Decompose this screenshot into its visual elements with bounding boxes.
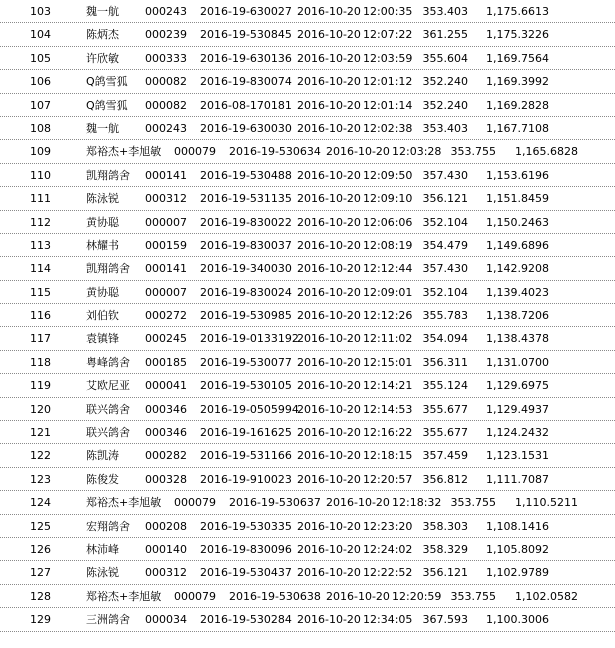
cell-speed: 356.121 [422, 566, 468, 580]
cell-id: 000141 [145, 262, 187, 276]
cell-id: 000245 [145, 332, 187, 346]
cell-ring: 2016-19-830022 [200, 215, 292, 229]
cell-ring: 2016-19-530638 [229, 589, 321, 603]
cell-time: 12:24:02 [363, 542, 413, 556]
cell-ring: 2016-19-910023 [200, 472, 292, 486]
cell-score: 1,124.2432 [486, 426, 549, 440]
cell-speed: 357.459 [422, 449, 468, 463]
table-row [0, 561, 615, 584]
cell-no: 107 [30, 98, 51, 112]
cell-name: 刘伯钦 [86, 309, 119, 323]
cell-name: 凯翔鸽舍 [86, 168, 130, 182]
cell-ring: 2016-19-530488 [200, 168, 292, 182]
cell-score: 1,100.3006 [486, 613, 549, 627]
cell-name: 陈凯涛 [86, 449, 119, 463]
cell-date: 2016-10-20 [297, 98, 361, 112]
cell-ring: 2016-19-530637 [229, 496, 321, 510]
cell-name: 林沛峰 [86, 542, 119, 556]
cell-id: 000140 [145, 542, 187, 556]
cell-name: 郑裕杰+李旭敏 [86, 589, 162, 603]
table-row [0, 94, 615, 117]
cell-ring: 2016-19-530845 [200, 28, 292, 42]
cell-score: 1,138.7206 [486, 309, 549, 323]
cell-no: 124 [30, 496, 51, 510]
cell-time: 12:00:35 [363, 5, 413, 18]
cell-ring: 2016-19-530284 [200, 613, 292, 627]
cell-time: 12:01:12 [363, 75, 413, 89]
table-row [0, 164, 615, 187]
cell-date: 2016-10-20 [297, 449, 361, 463]
table-row [0, 398, 615, 421]
table-row [0, 117, 615, 140]
cell-time: 12:18:32 [392, 496, 442, 510]
table-row [0, 538, 615, 561]
cell-ring: 2016-19-531135 [200, 192, 292, 206]
cell-score: 1,139.4023 [486, 285, 549, 299]
cell-speed: 357.430 [422, 168, 468, 182]
cell-date: 2016-10-20 [297, 215, 361, 229]
cell-no: 129 [30, 613, 51, 627]
table-row [0, 468, 615, 491]
table-row [0, 187, 615, 210]
cell-time: 12:14:53 [363, 402, 413, 416]
cell-name: 联兴鸽舍 [86, 402, 130, 416]
cell-time: 12:18:15 [363, 449, 413, 463]
cell-time: 12:14:21 [363, 379, 413, 393]
cell-speed: 353.755 [450, 589, 496, 603]
table-row [0, 23, 615, 46]
cell-no: 106 [30, 75, 51, 89]
cell-ring: 2016-19-830096 [200, 542, 292, 556]
cell-date: 2016-10-20 [297, 355, 361, 369]
cell-date: 2016-10-20 [326, 496, 390, 510]
cell-no: 104 [30, 28, 51, 42]
cell-score: 1,165.6828 [515, 145, 578, 159]
cell-id: 000079 [174, 145, 216, 159]
cell-speed: 352.240 [422, 75, 468, 89]
cell-ring: 2016-19-530985 [200, 309, 292, 323]
cell-no: 116 [30, 309, 51, 323]
table-row [0, 234, 615, 257]
table-row [0, 491, 615, 514]
cell-name: Q鸽雪狐 [86, 98, 128, 112]
cell-ring: 2016-19-530105 [200, 379, 292, 393]
cell-speed: 353.403 [422, 5, 468, 18]
cell-date: 2016-10-20 [297, 51, 361, 65]
cell-date: 2016-10-20 [297, 309, 361, 323]
cell-id: 000346 [145, 426, 187, 440]
cell-name: 陈炳杰 [86, 28, 119, 42]
cell-name: 艾欧尼亚 [86, 379, 130, 393]
cell-date: 2016-10-20 [297, 75, 361, 89]
table-row [0, 515, 615, 538]
cell-score: 1,149.6896 [486, 238, 549, 252]
cell-ring: 2016-19-530335 [200, 519, 292, 533]
cell-time: 12:09:50 [363, 168, 413, 182]
cell-name: 魏一航 [86, 5, 119, 18]
cell-date: 2016-10-20 [326, 145, 390, 159]
cell-score: 1,169.2828 [486, 98, 549, 112]
cell-id: 000007 [145, 285, 187, 299]
cell-ring: 2016-19-530634 [229, 145, 321, 159]
cell-speed: 356.311 [422, 355, 468, 369]
cell-name: 黄协聪 [86, 285, 119, 299]
cell-time: 12:34:05 [363, 613, 413, 627]
cell-speed: 355.783 [422, 309, 468, 323]
cell-date: 2016-10-20 [297, 566, 361, 580]
cell-score: 1,129.6975 [486, 379, 549, 393]
cell-id: 000243 [145, 121, 187, 135]
cell-id: 000312 [145, 192, 187, 206]
cell-id: 000333 [145, 51, 187, 65]
cell-speed: 367.593 [422, 613, 468, 627]
cell-score: 1,153.6196 [486, 168, 549, 182]
cell-no: 112 [30, 215, 51, 229]
cell-speed: 356.121 [422, 192, 468, 206]
cell-id: 000082 [145, 75, 187, 89]
cell-no: 114 [30, 262, 51, 276]
cell-name: 联兴鸽舍 [86, 426, 130, 440]
cell-date: 2016-10-20 [297, 402, 361, 416]
cell-id: 000159 [145, 238, 187, 252]
cell-ring: 2016-19-0505994 [200, 402, 299, 416]
cell-no: 128 [30, 589, 51, 603]
cell-score: 1,123.1531 [486, 449, 549, 463]
cell-no: 105 [30, 51, 51, 65]
cell-speed: 353.755 [450, 145, 496, 159]
cell-speed: 355.677 [422, 402, 468, 416]
cell-ring: 2016-19-630136 [200, 51, 292, 65]
cell-no: 103 [30, 5, 51, 18]
cell-no: 125 [30, 519, 51, 533]
cell-no: 121 [30, 426, 51, 440]
cell-score: 1,169.3992 [486, 75, 549, 89]
cell-no: 108 [30, 121, 51, 135]
cell-date: 2016-10-20 [326, 589, 390, 603]
cell-time: 12:20:57 [363, 472, 413, 486]
cell-time: 12:03:28 [392, 145, 442, 159]
cell-time: 12:07:22 [363, 28, 413, 42]
cell-speed: 352.240 [422, 98, 468, 112]
cell-ring: 2016-19-161625 [200, 426, 292, 440]
cell-score: 1,129.4937 [486, 402, 549, 416]
cell-no: 123 [30, 472, 51, 486]
cell-speed: 353.403 [422, 121, 468, 135]
cell-name: 许欣敏 [86, 51, 119, 65]
table-row [0, 304, 615, 327]
cell-date: 2016-10-20 [297, 542, 361, 556]
cell-no: 118 [30, 355, 51, 369]
cell-no: 119 [30, 379, 51, 393]
cell-name: 黄协聪 [86, 215, 119, 229]
cell-date: 2016-10-20 [297, 5, 361, 18]
cell-time: 12:02:38 [363, 121, 413, 135]
cell-name: 陈泳锐 [86, 192, 119, 206]
cell-score: 1,102.0582 [515, 589, 578, 603]
cell-id: 000239 [145, 28, 187, 42]
cell-speed: 361.255 [422, 28, 468, 42]
cell-date: 2016-10-20 [297, 238, 361, 252]
cell-score: 1,167.7108 [486, 121, 549, 135]
cell-name: 袁镇锋 [86, 332, 119, 346]
table-row [0, 444, 615, 467]
cell-id: 000346 [145, 402, 187, 416]
cell-id: 000079 [174, 496, 216, 510]
cell-ring: 2016-19-531166 [200, 449, 292, 463]
cell-speed: 356.812 [422, 472, 468, 486]
cell-date: 2016-10-20 [297, 285, 361, 299]
cell-name: 宏翔鸽舍 [86, 519, 130, 533]
cell-time: 12:09:01 [363, 285, 413, 299]
cell-no: 126 [30, 542, 51, 556]
cell-score: 1,151.8459 [486, 192, 549, 206]
cell-ring: 2016-19-630030 [200, 121, 292, 135]
cell-id: 000282 [145, 449, 187, 463]
cell-speed: 358.303 [422, 519, 468, 533]
cell-time: 12:09:10 [363, 192, 413, 206]
table-row [0, 257, 615, 280]
cell-speed: 353.755 [450, 496, 496, 510]
cell-speed: 354.479 [422, 238, 468, 252]
table-row [0, 421, 615, 444]
cell-no: 127 [30, 566, 51, 580]
cell-name: 林耀书 [86, 238, 119, 252]
table-row [0, 0, 615, 23]
table-row [0, 351, 615, 374]
cell-no: 122 [30, 449, 51, 463]
cell-id: 000243 [145, 5, 187, 18]
cell-id: 000141 [145, 168, 187, 182]
cell-name: Q鸽雪狐 [86, 75, 128, 89]
cell-time: 12:12:26 [363, 309, 413, 323]
cell-date: 2016-10-20 [297, 379, 361, 393]
cell-id: 000312 [145, 566, 187, 580]
cell-speed: 357.430 [422, 262, 468, 276]
cell-ring: 2016-19-830024 [200, 285, 292, 299]
cell-ring: 2016-19-530437 [200, 566, 292, 580]
cell-name: 凯翔鸽舍 [86, 262, 130, 276]
cell-name: 魏一航 [86, 121, 119, 135]
cell-date: 2016-10-20 [297, 519, 361, 533]
cell-score: 1,175.6613 [486, 5, 549, 18]
cell-speed: 355.604 [422, 51, 468, 65]
cell-time: 12:16:22 [363, 426, 413, 440]
cell-name: 郑裕杰+李旭敏 [86, 145, 162, 159]
table-row [0, 70, 615, 93]
cell-no: 113 [30, 238, 51, 252]
cell-time: 12:03:59 [363, 51, 413, 65]
cell-time: 12:15:01 [363, 355, 413, 369]
cell-speed: 355.124 [422, 379, 468, 393]
cell-ring: 2016-19-630027 [200, 5, 292, 18]
table-row [0, 211, 615, 234]
cell-score: 1,108.1416 [486, 519, 549, 533]
table-row [0, 47, 615, 70]
cell-name: 陈泳锐 [86, 566, 119, 580]
cell-ring: 2016-19-830037 [200, 238, 292, 252]
cell-date: 2016-10-20 [297, 472, 361, 486]
cell-score: 1,169.7564 [486, 51, 549, 65]
cell-time: 12:01:14 [363, 98, 413, 112]
cell-no: 120 [30, 402, 51, 416]
cell-date: 2016-10-20 [297, 332, 361, 346]
cell-name: 陈俊发 [86, 472, 119, 486]
cell-speed: 358.329 [422, 542, 468, 556]
cell-time: 12:22:52 [363, 566, 413, 580]
cell-name: 三洲鸽舍 [86, 613, 130, 627]
cell-score: 1,150.2463 [486, 215, 549, 229]
cell-score: 1,102.9789 [486, 566, 549, 580]
cell-no: 109 [30, 145, 51, 159]
cell-time: 12:08:19 [363, 238, 413, 252]
cell-score: 1,111.7087 [486, 472, 549, 486]
table-row [0, 140, 615, 163]
cell-date: 2016-10-20 [297, 613, 361, 627]
table-row [0, 327, 615, 350]
cell-id: 000328 [145, 472, 187, 486]
table-row [0, 608, 615, 631]
cell-no: 110 [30, 168, 51, 182]
cell-time: 12:11:02 [363, 332, 413, 346]
cell-ring: 2016-19-340030 [200, 262, 292, 276]
cell-speed: 352.104 [422, 285, 468, 299]
cell-name: 郑裕杰+李旭敏 [86, 496, 162, 510]
cell-id: 000082 [145, 98, 187, 112]
cell-time: 12:12:44 [363, 262, 413, 276]
cell-score: 1,131.0700 [486, 355, 549, 369]
cell-ring: 2016-19-530077 [200, 355, 292, 369]
cell-speed: 354.094 [422, 332, 468, 346]
cell-ring: 2016-19-0133192 [200, 332, 299, 346]
cell-date: 2016-10-20 [297, 28, 361, 42]
cell-date: 2016-10-20 [297, 262, 361, 276]
cell-no: 115 [30, 285, 51, 299]
cell-speed: 355.677 [422, 426, 468, 440]
cell-date: 2016-10-20 [297, 426, 361, 440]
cell-score: 1,138.4378 [486, 332, 549, 346]
cell-time: 12:06:06 [363, 215, 413, 229]
cell-id: 000208 [145, 519, 187, 533]
cell-score: 1,142.9208 [486, 262, 549, 276]
cell-date: 2016-10-20 [297, 168, 361, 182]
cell-name: 粤峰鸽舍 [86, 355, 130, 369]
cell-id: 000079 [174, 589, 216, 603]
cell-speed: 352.104 [422, 215, 468, 229]
cell-time: 12:20:59 [392, 589, 442, 603]
cell-score: 1,105.8092 [486, 542, 549, 556]
cell-ring: 2016-08-170181 [200, 98, 292, 112]
table-row [0, 281, 615, 304]
cell-id: 000185 [145, 355, 187, 369]
cell-id: 000041 [145, 379, 187, 393]
cell-date: 2016-10-20 [297, 192, 361, 206]
cell-id: 000034 [145, 613, 187, 627]
cell-no: 111 [30, 192, 51, 206]
cell-id: 000272 [145, 309, 187, 323]
cell-date: 2016-10-20 [297, 121, 361, 135]
table-row [0, 585, 615, 608]
cell-score: 1,110.5211 [515, 496, 578, 510]
cell-no: 117 [30, 332, 51, 346]
cell-score: 1,175.3226 [486, 28, 549, 42]
cell-time: 12:23:20 [363, 519, 413, 533]
cell-ring: 2016-19-830074 [200, 75, 292, 89]
table-row [0, 374, 615, 397]
cell-id: 000007 [145, 215, 187, 229]
